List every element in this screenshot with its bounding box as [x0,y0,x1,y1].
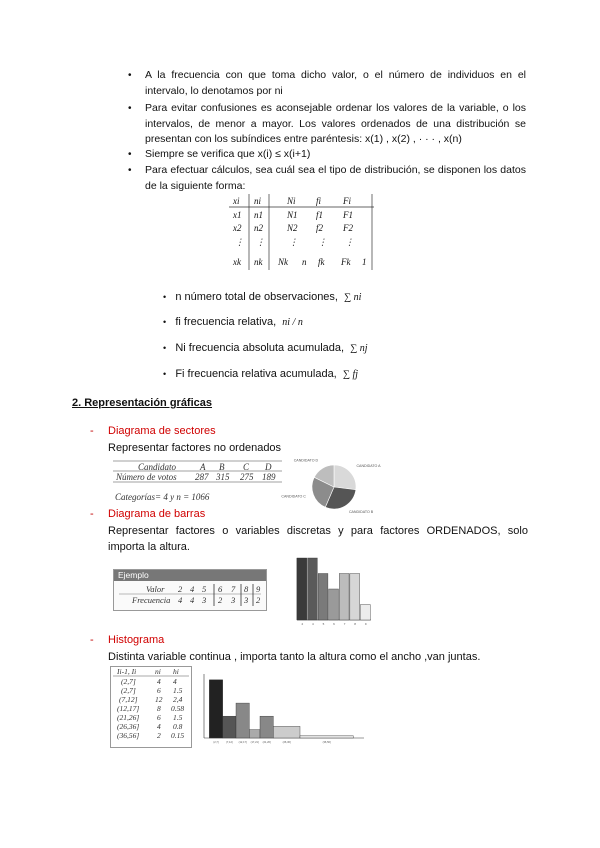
bar [339,574,349,621]
fraction-formula: ni / n [282,317,303,328]
bar-td: 4 [190,595,195,605]
sub-bullet-text: n número total de observaciones, [175,291,338,303]
hist-td: 2 [157,731,161,740]
hist-td: (2,7] [121,677,136,686]
pie-th-label: Candidato [138,462,177,472]
ft-cell: ⋮ [256,237,265,247]
pie-legend-label: CANDIDATO B [348,510,374,515]
bar [350,574,360,621]
pie-th: D [265,462,272,472]
bar-td: 3 [244,595,249,605]
bullet-item: • Para evitar confusiones es aconsejable ordenar los valores de la variable, o los intervalos, de menor a mayor. Los valores ordenados de una distribución se presentan con los subíndices entre paréntesis: x(1) , x(2) , · · · , x(n) [128,102,526,145]
ft-cell: n2 [254,223,263,233]
bar-td: 4 [178,595,183,605]
bar-td: 2 [256,595,261,605]
pie-chart [281,455,381,517]
item-heading: Histograma [108,634,165,646]
hist-tick-label: (7,12] [226,741,233,744]
ft-h-f: fi [316,196,322,206]
hist-bar [209,680,222,738]
ft-cell: Fk [341,257,351,267]
hist-td: 0.15 [171,731,185,740]
dash-marker: - [90,634,94,646]
sum-formula: ∑ nj [350,343,368,354]
ft-cell: ⋮ [235,237,244,247]
pie-th: A [200,462,206,472]
bar-table-title: Ejemplo [118,570,149,580]
ft-cell: F1 [343,210,353,220]
sum-formula: ∑ fj [342,369,358,380]
hist-bar [260,716,273,738]
pie-td: 315 [216,472,230,482]
bullet-item: • Siempre se verifica que x(i) ≤ x(i+1) [128,148,311,160]
hist-td: 4 [157,722,161,731]
dash-marker: - [90,425,94,437]
bar-td: 5 [202,584,207,594]
bullet-text: Para efectuar cálculos, sea cuál sea el tipo de distribución, se disponen los datos de la siguiente forma: [145,164,526,192]
hist-td: 8 [157,704,161,713]
ft-cell: nk [254,257,263,267]
pie-footer: Categorías= 4 y n = 1066 [115,492,210,502]
hist-td: 12 [155,695,163,704]
bar [297,558,307,620]
bullet-item: • A la frecuencia con que toma dicho valor, o el número de individuos en el intervalo, lo denotamos por ni [128,69,526,97]
ft-cell: ⋮ [345,237,354,247]
hist-td: (26,36] [117,722,140,731]
ft-cell: f2 [316,223,324,233]
bar-tick-label: 9 [364,622,367,626]
ft-cell: x1 [233,210,242,220]
sum-formula: ∑ ni [344,292,362,303]
bar-td: 2 [218,595,223,605]
hist-data-table [110,666,192,748]
bar-td: 6 [218,584,223,594]
hist-td: 4 [157,677,161,686]
section-title: 2. Representación gráficas [72,397,213,409]
sub-bullet-text: fi frecuencia relativa, [175,316,277,328]
hist-td: 2,4 [173,695,183,704]
hist-td: 6 [157,713,161,722]
pie-legend-label: CANDIDATO A [356,464,381,469]
bar [308,558,318,620]
bar-tick-label: 8 [354,622,356,626]
hist-td: 0.58 [171,704,185,713]
hist-bar [249,730,260,738]
ft-cell: n1 [254,210,263,220]
bar-td: 9 [256,584,261,594]
sub-bullet-text: Fi frecuencia relativa acumulada, [175,368,337,380]
sub-bullet: • n número total de observaciones, ∑ ni [163,291,362,303]
bar-td: 3 [202,595,207,605]
ft-cell: x2 [233,223,242,233]
hist-tick-label: (21,26] [262,741,271,744]
hist-td: (2,7] [121,686,136,695]
sub-bullet: • Fi frecuencia relativa acumulada, ∑ fj [163,368,358,380]
ft-cell: fk [318,257,325,267]
item-heading: Diagrama de barras [108,508,206,520]
bar-td: 7 [231,584,236,594]
hist-bar [236,703,249,738]
bar-tick-label: 2 [301,622,304,626]
item-desc: Representar factores o variables discretas y para factores ORDENADOS, solo importa la altura. [108,525,528,553]
hist-tick-label: (17,21] [250,741,259,744]
hist-tick-label: (26,36] [282,741,291,744]
item-desc: Representar factores no ordenados [108,442,282,454]
bar-data-table [113,569,267,611]
bar-td: 4 [190,584,195,594]
bar-td: 8 [244,584,249,594]
ft-cell: 1 [362,257,367,267]
ft-h-n: ni [254,196,262,206]
bar [318,574,328,621]
hist-td: 1.5 [173,686,183,695]
hist-td: (36,56] [117,731,140,740]
pie-th: B [219,462,225,472]
bar-tick-label: 5 [322,622,325,626]
hist-th: Ii-1, Ii [117,667,137,676]
pie-legend-label: CANDIDATO C [281,494,306,499]
pie-td: 275 [240,472,254,482]
bullet-text: Para evitar confusiones es aconsejable ordenar los valores de la variable, o los intervalos, de menor a mayor. Los valores ordenados de una distribución se presentan con los subíndices entre paréntesis: x(1) , x(2) , · · · , x(n) [145,102,526,145]
bar-row-label: Valor [146,584,165,594]
bar [329,589,339,620]
hist-tick-label: (2,7] [213,741,219,744]
ft-cell: N2 [287,223,298,233]
bar-td: 3 [231,595,236,605]
ft-cell: n [302,257,307,267]
ft-h-N: Ni [287,196,296,206]
bar-tick-label: 4 [312,622,314,626]
hist-bar [223,716,236,738]
hist-td: 0.8 [173,722,183,731]
ft-cell: N1 [287,210,298,220]
hist-bar [300,736,353,738]
ft-cell: Nk [278,257,288,267]
ft-cell: f1 [316,210,324,220]
hist-tick-label: (12,17] [238,741,247,744]
hist-td: 4 [173,677,177,686]
bar [360,605,370,621]
hist-th: ni [155,667,161,676]
pie-row-label: Número de votos [116,472,177,482]
ft-cell: xk [233,257,241,267]
bullet-text: A la frecuencia con que toma dicho valor, o el número de individuos en el intervalo, lo denotamos por ni [145,69,526,97]
sub-bullet: • fi frecuencia relativa, ni / n [163,316,303,328]
bar-tick-label: 6 [333,622,335,626]
bullet-item: • Para efectuar cálculos, sea cuál sea el tipo de distribución, se disponen los datos de la siguiente forma: [128,164,526,192]
pie-th: C [243,462,250,472]
ft-h-F: Fi [343,196,351,206]
bar-chart [285,554,375,632]
ft-cell: F2 [343,223,353,233]
bullet-text: Siempre se verifica que x(i) ≤ x(i+1) [145,148,311,160]
hist-td: (12,17] [117,704,140,713]
pie-legend-label: CANDIDATO D [293,458,319,463]
hist-td: (7,12] [119,695,138,704]
hist-th: hi [173,667,179,676]
sub-bullet-text: Ni frecuencia absoluta acumulada, [175,342,345,354]
pie-td: 287 [195,472,209,482]
item-heading: Diagrama de sectores [108,425,216,437]
ft-cell: ⋮ [289,237,298,247]
hist-td: (21,26] [117,713,140,722]
bar-td: 2 [178,584,183,594]
ft-h-x: xi [233,196,240,206]
pie-td: 189 [262,472,276,482]
hist-bar [273,726,300,738]
hist-td: 1.5 [173,713,183,722]
bar-row-label: Frecuencia [132,595,171,605]
hist-tick-label: (36,56] [322,741,331,744]
dash-marker: - [90,508,94,520]
ft-cell: ⋮ [318,237,327,247]
histogram-chart [198,670,373,752]
item-desc: Distinta variable continua , importa tanto la altura como el ancho ,van juntas. [108,651,481,663]
pie-data-table [110,460,285,505]
frequency-table [229,194,379,277]
sub-bullet: • Ni frecuencia absoluta acumulada, ∑ nj [163,342,368,354]
bar-tick-label: 7 [343,622,346,626]
hist-td: 6 [157,686,161,695]
